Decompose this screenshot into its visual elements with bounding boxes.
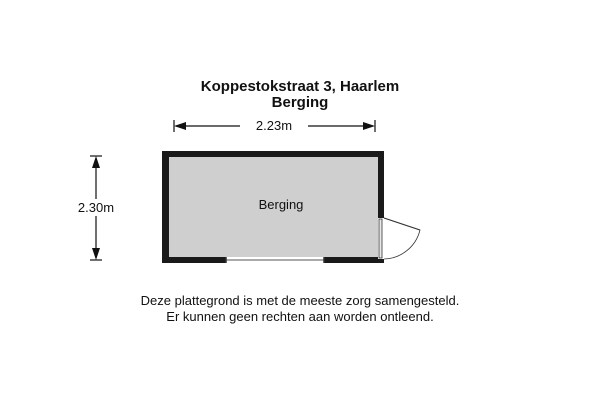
plan-address-title: Koppestokstraat 3, Haarlem bbox=[200, 78, 400, 95]
height-dimension bbox=[64, 156, 128, 260]
width-dimension bbox=[174, 117, 375, 134]
width-label: 2.23m bbox=[255, 118, 293, 133]
disclaimer-line-1: Deze plattegrond is met de meeste zorg samengesteld. bbox=[140, 293, 460, 308]
room-label: Berging bbox=[258, 197, 304, 212]
disclaimer-line-2: Er kunnen geen rechten aan worden ontleend. bbox=[166, 309, 434, 324]
height-label: 2.30m bbox=[77, 200, 115, 215]
floor-name-title: Berging bbox=[271, 94, 329, 111]
